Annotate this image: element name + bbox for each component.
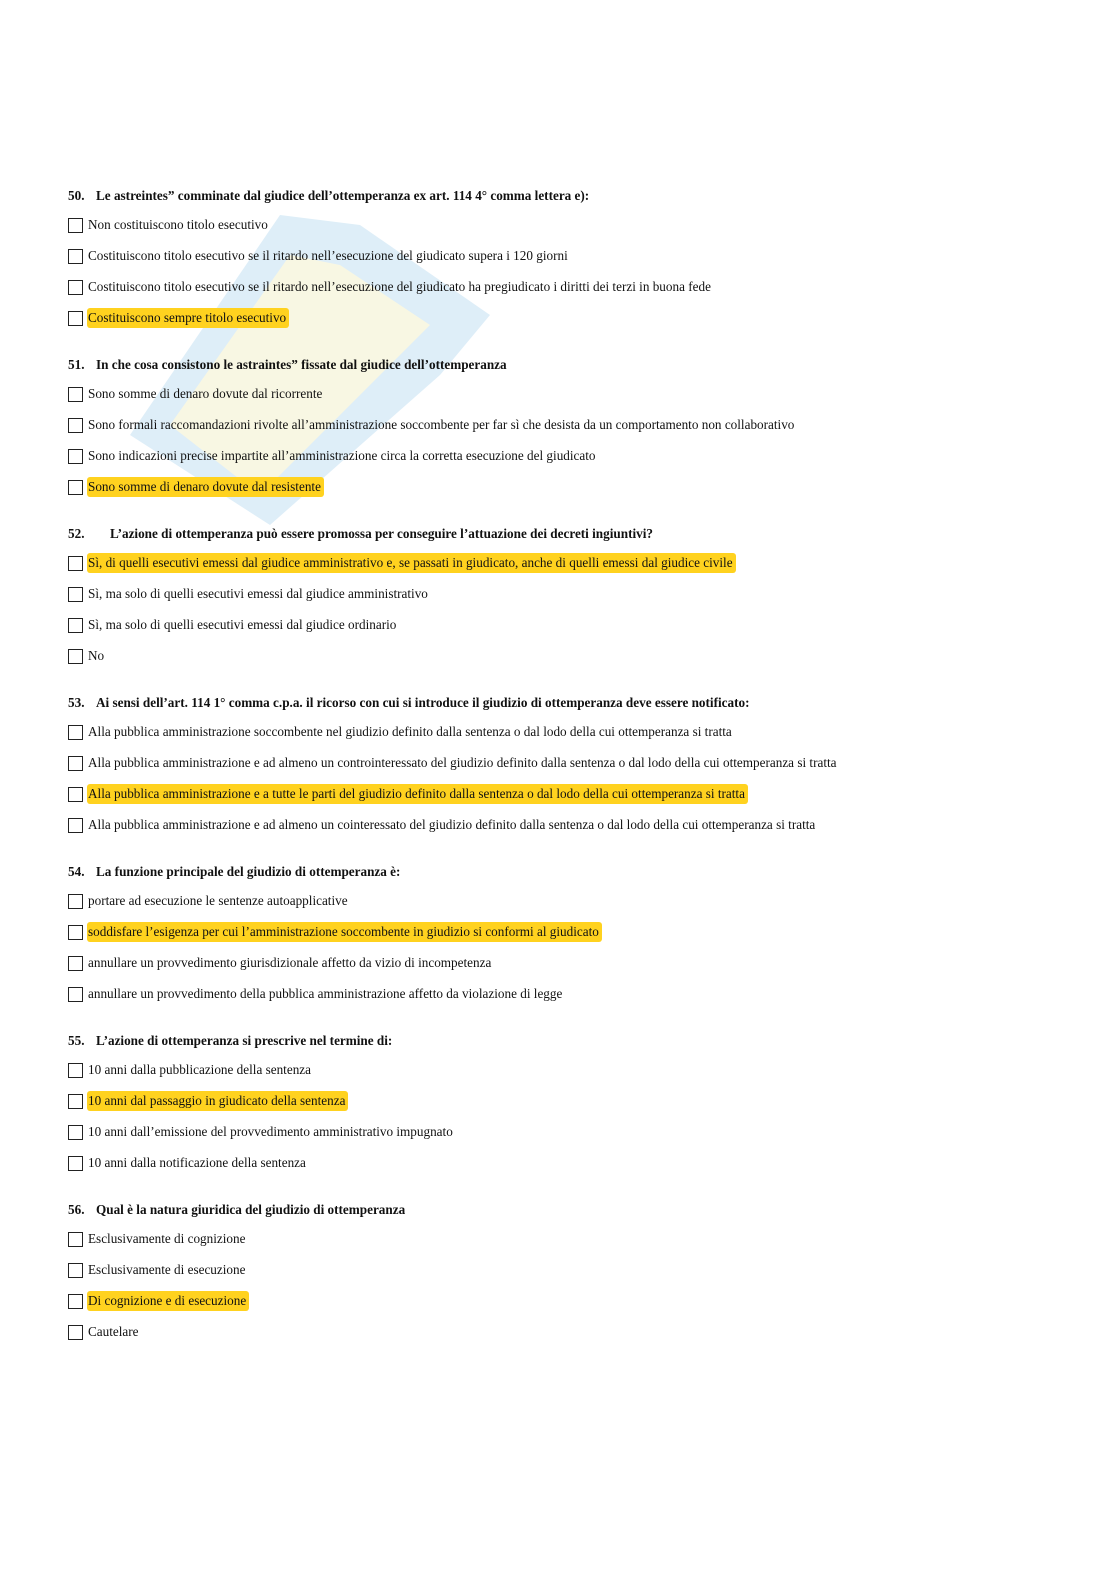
answer-option[interactable] xyxy=(68,308,1068,339)
question-text: La funzione principale del giudizio di ottemperanza è: xyxy=(96,864,401,879)
answer-text: Non costituiscono titolo esecutivo xyxy=(88,217,268,232)
checkbox[interactable] xyxy=(68,480,83,495)
checkbox[interactable] xyxy=(68,1156,83,1171)
answer-text-highlighted: Sì, di quelli esecutivi emessi dal giudice amministrativo e, se passati in giudicato, anche di quelli emessi dal giudice civile xyxy=(87,553,736,573)
answer-option[interactable] xyxy=(68,615,1068,646)
answer-text: Alla pubblica amministrazione e ad almeno un controinteressato del giudizio definito dalla sentenza o dal lodo della cui ottemperanza si tratta xyxy=(88,755,837,770)
checkbox[interactable] xyxy=(68,449,83,464)
answer-text: Alla pubblica amministrazione soccombente nel giudizio definito dalla sentenza o dal lodo della cui ottemperanza si tratta xyxy=(88,724,732,739)
answer-option[interactable] xyxy=(68,1322,1068,1353)
answer-text: Sì, ma solo di quelli esecutivi emessi dal giudice amministrativo xyxy=(88,586,428,601)
question-block xyxy=(68,524,1068,677)
question-block xyxy=(68,355,1068,508)
question-text: L’azione di ottemperanza si prescrive nel termine di: xyxy=(96,1033,393,1048)
checkbox[interactable] xyxy=(68,787,83,802)
question-number: 56. xyxy=(68,1202,85,1217)
answer-text: annullare un provvedimento della pubblica amministrazione affetto da violazione di legge xyxy=(88,986,563,1001)
checkbox[interactable] xyxy=(68,1294,83,1309)
answer-text-highlighted: Alla pubblica amministrazione e a tutte le parti del giudizio definito dalla sentenza o dal lodo della cui ottemperanza si tratta xyxy=(87,784,748,804)
answer-text: portare ad esecuzione le sentenze autoapplicative xyxy=(88,893,348,908)
question-text: Qual è la natura giuridica del giudizio di ottemperanza xyxy=(96,1202,406,1217)
checkbox[interactable] xyxy=(68,618,83,633)
answer-option[interactable] xyxy=(68,1122,1068,1153)
answer-option[interactable] xyxy=(68,384,1068,415)
checkbox[interactable] xyxy=(68,280,83,295)
answer-option[interactable] xyxy=(68,984,1068,1015)
answer-text: Sono formali raccomandazioni rivolte all’amministrazione soccombente per far sì che desista da un comportamento non collaborativo xyxy=(88,417,795,432)
answer-option[interactable] xyxy=(68,1153,1068,1184)
checkbox[interactable] xyxy=(68,1325,83,1340)
checkbox[interactable] xyxy=(68,925,83,940)
checkbox[interactable] xyxy=(68,311,83,326)
checkbox[interactable] xyxy=(68,218,83,233)
question-title xyxy=(68,524,1068,544)
checkbox[interactable] xyxy=(68,1094,83,1109)
answer-text: 10 anni dalla pubblicazione della sentenza xyxy=(88,1062,311,1077)
answer-text: Esclusivamente di cognizione xyxy=(88,1231,246,1246)
answer-text: 10 anni dall’emissione del provvedimento amministrativo impugnato xyxy=(88,1124,453,1139)
question-title xyxy=(68,1200,1068,1220)
answer-option[interactable] xyxy=(68,215,1068,246)
answer-text: Cautelare xyxy=(88,1324,139,1339)
checkbox[interactable] xyxy=(68,1263,83,1278)
answer-text-highlighted: Costituiscono sempre titolo esecutivo xyxy=(87,308,289,328)
answer-text-highlighted: Sono somme di denaro dovute dal resistente xyxy=(87,477,324,497)
checkbox[interactable] xyxy=(68,987,83,1002)
answer-option[interactable] xyxy=(68,1060,1068,1091)
question-number: 54. xyxy=(68,864,85,879)
answer-option[interactable] xyxy=(68,246,1068,277)
checkbox[interactable] xyxy=(68,649,83,664)
question-title xyxy=(68,862,1068,882)
answer-option[interactable] xyxy=(68,446,1068,477)
question-number: 55. xyxy=(68,1033,85,1048)
answer-option[interactable] xyxy=(68,1091,1068,1122)
checkbox[interactable] xyxy=(68,1125,83,1140)
answer-option[interactable] xyxy=(68,553,1068,584)
checkbox[interactable] xyxy=(68,249,83,264)
answer-option[interactable] xyxy=(68,753,1068,784)
question-text: Le astreintes” comminate dal giudice dell’ottemperanza ex art. 114 4° comma lettera e): xyxy=(96,188,590,203)
question-number: 51. xyxy=(68,357,85,372)
answer-option[interactable] xyxy=(68,891,1068,922)
answer-option[interactable] xyxy=(68,922,1068,953)
answer-text: annullare un provvedimento giurisdizionale affetto da vizio di incompetenza xyxy=(88,955,492,970)
question-text: In che cosa consistono le astraintes” fissate dal giudice dell’ottemperanza xyxy=(96,357,507,372)
answer-text: Sono indicazioni precise impartite all’amministrazione circa la corretta esecuzione del giudicato xyxy=(88,448,596,463)
answer-text: 10 anni dalla notificazione della sentenza xyxy=(88,1155,306,1170)
answer-option[interactable] xyxy=(68,722,1068,753)
question-block xyxy=(68,1031,1068,1184)
checkbox[interactable] xyxy=(68,756,83,771)
answer-option[interactable] xyxy=(68,277,1068,308)
answer-text-highlighted: soddisfare l’esigenza per cui l’amministrazione soccombente in giudizio si conformi al giudicato xyxy=(87,922,602,942)
answer-text: Costituiscono titolo esecutivo se il ritardo nell’esecuzione del giudicato ha pregiudicato i diritti dei terzi in buona fede xyxy=(88,279,711,294)
question-block xyxy=(68,693,1068,846)
answer-option[interactable] xyxy=(68,415,1068,446)
answer-text: Sì, ma solo di quelli esecutivi emessi dal giudice ordinario xyxy=(88,617,397,632)
answer-option[interactable] xyxy=(68,953,1068,984)
question-block xyxy=(68,862,1068,1015)
question-block xyxy=(68,186,1068,339)
checkbox[interactable] xyxy=(68,1232,83,1247)
answer-text: No xyxy=(88,648,105,663)
answer-option[interactable] xyxy=(68,584,1068,615)
quiz-page xyxy=(68,186,1068,1369)
answer-text-highlighted: Di cognizione e di esecuzione xyxy=(87,1291,249,1311)
question-text: L’azione di ottemperanza può essere promossa per conseguire l’attuazione dei decreti ingiuntivi? xyxy=(110,526,653,541)
answer-option[interactable] xyxy=(68,1229,1068,1260)
question-text: Ai sensi dell’art. 114 1° comma c.p.a. il ricorso con cui si introduce il giudizio di ottemperanza deve essere notificato: xyxy=(96,695,750,710)
answer-option[interactable] xyxy=(68,1260,1068,1291)
answer-text: Esclusivamente di esecuzione xyxy=(88,1262,246,1277)
answer-text: Sono somme di denaro dovute dal ricorrente xyxy=(88,386,323,401)
question-title xyxy=(68,186,1068,206)
checkbox[interactable] xyxy=(68,818,83,833)
answer-option[interactable] xyxy=(68,477,1068,508)
answer-option[interactable] xyxy=(68,784,1068,815)
checkbox[interactable] xyxy=(68,894,83,909)
answer-option[interactable] xyxy=(68,815,1068,846)
checkbox[interactable] xyxy=(68,587,83,602)
question-number: 50. xyxy=(68,188,85,203)
answer-text: Alla pubblica amministrazione e ad almeno un cointeressato del giudizio definito dalla sentenza o dal lodo della cui ottemperanza si tratta xyxy=(88,817,816,832)
question-number: 53. xyxy=(68,695,85,710)
answer-option[interactable] xyxy=(68,646,1068,677)
checkbox[interactable] xyxy=(68,956,83,971)
answer-text: Costituiscono titolo esecutivo se il ritardo nell’esecuzione del giudicato supera i 120 giorni xyxy=(88,248,568,263)
checkbox[interactable] xyxy=(68,556,83,571)
question-title xyxy=(68,693,1068,713)
question-title xyxy=(68,355,1068,375)
question-number: 52. xyxy=(68,526,85,541)
checkbox[interactable] xyxy=(68,418,83,433)
checkbox[interactable] xyxy=(68,1063,83,1078)
question-title xyxy=(68,1031,1068,1051)
answer-text-highlighted: 10 anni dal passaggio in giudicato della sentenza xyxy=(87,1091,348,1111)
question-block xyxy=(68,1200,1068,1353)
checkbox[interactable] xyxy=(68,387,83,402)
answer-option[interactable] xyxy=(68,1291,1068,1322)
checkbox[interactable] xyxy=(68,725,83,740)
